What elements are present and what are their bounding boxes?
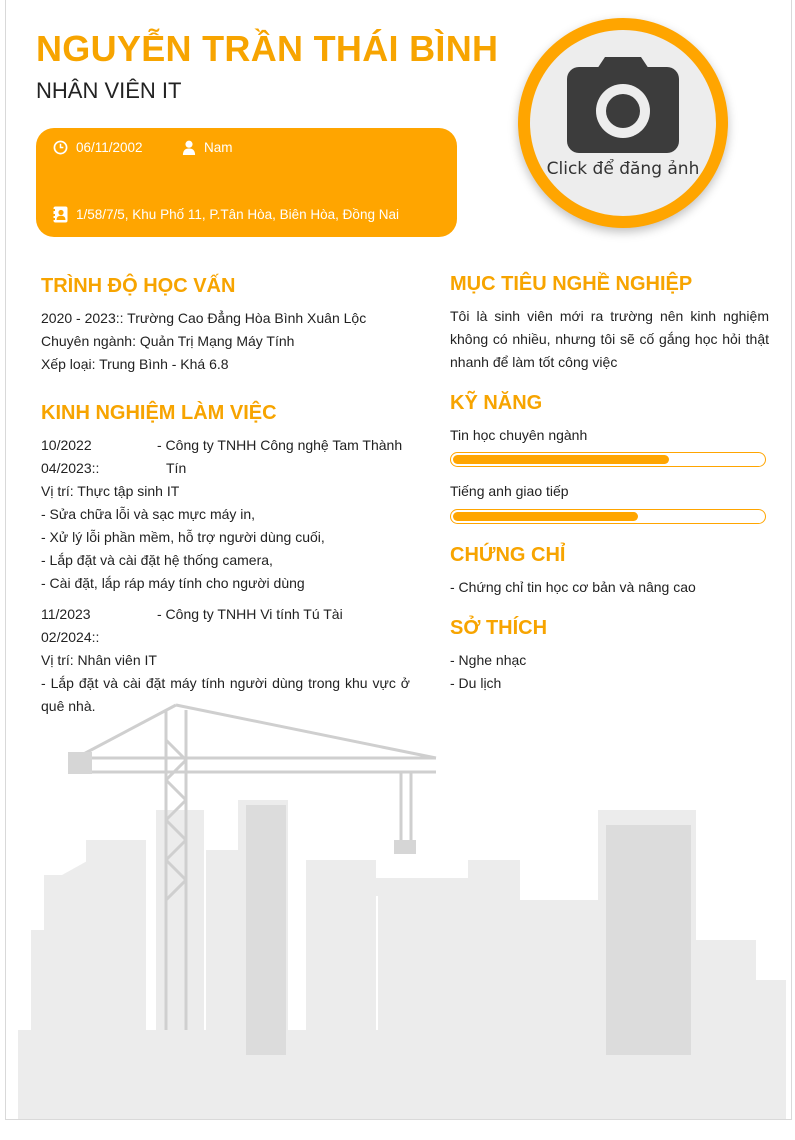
clock-icon: [53, 140, 68, 155]
job2-start-date[interactable]: 11/2023: [41, 606, 91, 622]
cv-page: [5, 0, 792, 1120]
job1-company-cont[interactable]: Tín: [166, 460, 187, 476]
objective-heading[interactable]: MỤC TIÊU NGHỀ NGHIỆP: [450, 273, 693, 295]
address-value: 1/58/7/5, Khu Phố 11, P.Tân Hòa, Biên Hòa, Đồng Nai: [76, 207, 399, 222]
job2-duty[interactable]: - Lắp đặt và cài đặt máy tính người dùng trong khu vực ở quê nhà.: [41, 675, 410, 714]
certificates-heading[interactable]: CHỨNG CHỈ: [450, 544, 566, 566]
photo-upload-button[interactable]: [518, 18, 728, 228]
birthdate-item[interactable]: [53, 140, 143, 155]
skill-bar-fill: [453, 512, 638, 521]
gender-item[interactable]: [182, 140, 233, 155]
camera-icon: [567, 57, 679, 153]
user-icon: [182, 140, 196, 155]
job1-start-date[interactable]: 10/2022: [41, 437, 92, 453]
skill-bar-fill: [453, 455, 669, 464]
personal-info-box: [36, 128, 457, 237]
skill-name[interactable]: Tin học chuyên ngành: [450, 427, 588, 443]
address-item[interactable]: [53, 206, 399, 223]
skill-bar: [450, 509, 766, 524]
hobbies-heading[interactable]: SỞ THÍCH: [450, 617, 548, 639]
candidate-name[interactable]: NGUYỄN TRẦN THÁI BÌNH: [36, 28, 499, 69]
skill-name[interactable]: Tiếng anh giao tiếp: [450, 483, 569, 499]
job1-company[interactable]: - Công ty TNHH Công nghệ Tam Thành: [157, 437, 403, 453]
education-heading[interactable]: TRÌNH ĐỘ HỌC VẤN: [41, 275, 236, 297]
job1-duty[interactable]: - Cài đặt, lắp ráp máy tính cho người dùng: [41, 575, 305, 591]
skills-heading[interactable]: KỸ NĂNG: [450, 392, 543, 414]
contact-book-icon: [53, 206, 68, 223]
birthdate-value: 06/11/2002: [76, 140, 143, 155]
education-grade[interactable]: Xếp loại: Trung Bình - Khá 6.8: [41, 356, 229, 372]
photo-caption: Click để đăng ảnh: [546, 159, 700, 179]
job1-duty[interactable]: - Lắp đặt và cài đặt hệ thống camera,: [41, 552, 273, 568]
photo-placeholder[interactable]: [530, 30, 716, 216]
job1-duty[interactable]: - Sửa chữa lỗi và sạc mực máy in,: [41, 506, 256, 522]
job1-position[interactable]: Vị trí: Thực tập sinh IT: [41, 483, 180, 499]
skill-bar: [450, 452, 766, 467]
hobby-item[interactable]: - Du lịch: [450, 675, 502, 691]
job1-end-date[interactable]: 04/2023::: [41, 460, 100, 476]
experience-heading[interactable]: KINH NGHIỆM LÀM VIỆC: [41, 402, 277, 424]
job-title[interactable]: NHÂN VIÊN IT: [36, 78, 182, 103]
job2-end-date[interactable]: 02/2024::: [41, 629, 100, 645]
city-skyline-illustration: [6, 700, 791, 1119]
hobby-item[interactable]: - Nghe nhạc: [450, 652, 527, 668]
education-period-row[interactable]: [41, 307, 366, 330]
objective-text[interactable]: Tôi là sinh viên mới ra trường nên kinh nghiệm không có nhiều, nhưng tôi sẽ cố gắng học hỏi thật nhanh để làm tốt công việc: [450, 308, 769, 370]
education-period: 2020 - 2023::: [41, 310, 124, 326]
education-school: Trường Cao Đẳng Hòa Bình Xuân Lộc: [127, 310, 367, 326]
job2-position[interactable]: Vị trí: Nhân viên IT: [41, 652, 157, 668]
job1-duty[interactable]: - Xử lý lỗi phần mềm, hỗ trợ người dùng cuối,: [41, 529, 325, 545]
certificate-item[interactable]: - Chứng chỉ tin học cơ bản và nâng cao: [450, 579, 696, 595]
job2-company[interactable]: - Công ty TNHH Vi tính Tú Tài: [157, 606, 343, 622]
education-major[interactable]: Chuyên ngành: Quản Trị Mạng Máy Tính: [41, 333, 295, 349]
gender-value: Nam: [204, 140, 233, 155]
